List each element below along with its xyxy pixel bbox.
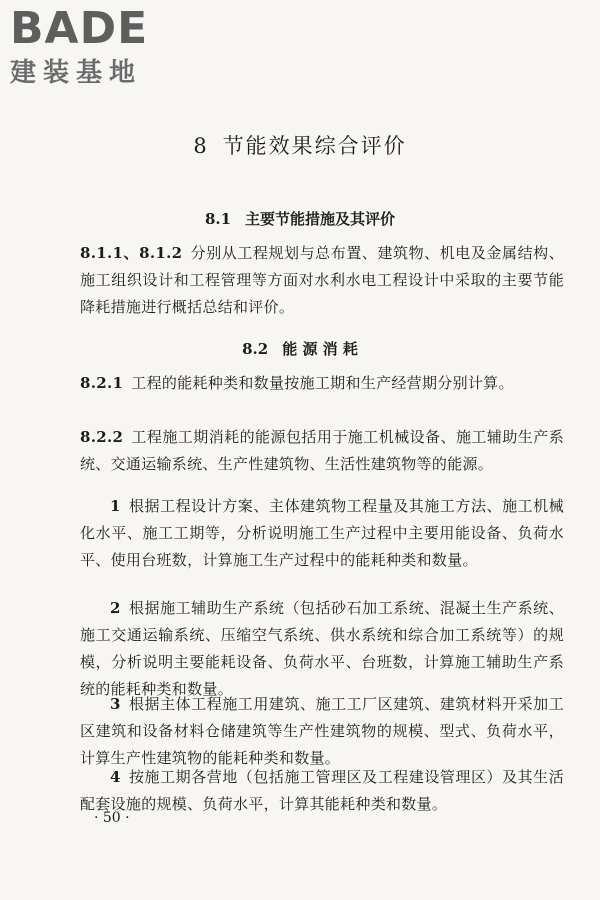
chapter-title: 节能效果综合评价 <box>222 134 407 158</box>
list-item-2 <box>80 595 564 703</box>
section-number: 8.1 <box>204 210 232 228</box>
clause-8-2-2-paragraph <box>80 424 564 478</box>
clause-text: 工程的能耗种类和数量按施工期和生产经营期分别计算。 <box>131 374 514 392</box>
logo-brand-text: BADE <box>10 3 149 54</box>
section-title: 主要节能措施及其评价 <box>245 210 396 228</box>
section-title: 能 源 消 耗 <box>282 340 358 358</box>
item-text: 根据工程设计方案、主体建筑物工程量及其施工方法、施工机械化水平、施工工期等，分析说明施工生产过程中主要用能设备、负荷水平、使用台班数，计算施工生产过程中的能耗种类和数量。 <box>80 497 564 569</box>
item-text: 根据主体工程施工用建筑、施工工厂区建筑、建筑材料开采加工区建筑和设备材料仓储建筑等生产性建筑物的规模、型式、负荷水平，计算生产性建筑物的能耗种类和数量。 <box>80 695 564 767</box>
chapter-number: 8 <box>193 134 209 158</box>
item-number: 4 <box>110 768 121 786</box>
clause-8-1-1-paragraph <box>80 240 564 321</box>
item-number: 2 <box>110 599 121 617</box>
clause-number: 8.2.2 <box>80 428 124 446</box>
list-item-3 <box>80 691 564 772</box>
item-number: 3 <box>110 695 121 713</box>
clause-number: 8.1.1、8.1.2 <box>80 244 183 262</box>
clause-text: 工程施工期消耗的能源包括用于施工机械设备、施工辅助生产系统、交通运输系统、生产性建筑物、生活性建筑物等的能源。 <box>80 428 564 473</box>
bade-logo <box>10 4 172 90</box>
logo-subtitle-text: 建装基地 <box>10 58 143 88</box>
clause-number: 8.2.1 <box>80 374 124 392</box>
clause-text: 分别从工程规划与总布置、建筑物、机电及金属结构、施工组织设计和工程管理等方面对水利水电工程设计中采取的主要节能降耗措施进行概括总结和评价。 <box>80 244 565 316</box>
list-item-1 <box>80 493 564 574</box>
item-text: 根据施工辅助生产系统（包括砂石加工系统、混凝土生产系统、施工交通运输系统、压缩空气系统、供水系统和综合加工系统等）的规模，分析说明主要能耗设备、负荷水平、台班数，计算施工辅助生产系统的能耗种类和数量。 <box>80 599 564 698</box>
list-item-4 <box>80 764 564 818</box>
item-text: 按施工期各营地（包括施工管理区及工程建设管理区）及其生活配套设施的规模、负荷水平，计算其能耗种类和数量。 <box>80 768 564 813</box>
chapter-heading <box>0 130 600 160</box>
section-heading-8-2 <box>0 338 600 359</box>
page-number: · 50 · <box>94 810 130 826</box>
section-number: 8.2 <box>242 340 269 358</box>
section-heading-8-1 <box>0 208 600 229</box>
item-number: 1 <box>110 497 121 515</box>
clause-8-2-1-paragraph <box>80 370 564 397</box>
